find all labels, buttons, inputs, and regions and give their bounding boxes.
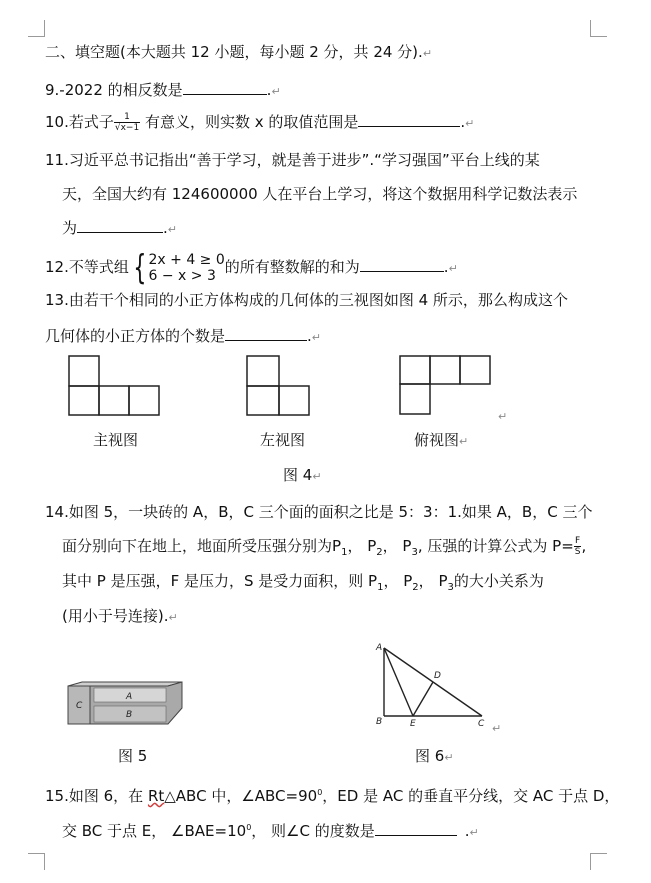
answer-blank[interactable] (225, 326, 307, 341)
figure-6-caption-text: 图 6 (415, 747, 445, 765)
point-e-label: E (410, 719, 416, 729)
paragraph-mark: ↵ (311, 331, 322, 344)
question-14-text-4: (用小于号连接). (62, 607, 169, 625)
question-12-prefix: 12.不等式组 (45, 258, 129, 276)
inequality-2: 6 − x > 3 (148, 267, 216, 284)
question-14-line-1 (45, 502, 592, 522)
corner-mark-top-right (590, 20, 607, 37)
q14-text: ， P (347, 537, 377, 555)
question-9-text: 9.-2022 的相反数是 (45, 81, 183, 99)
question-end: . (266, 81, 272, 99)
face-a-label: A (126, 692, 133, 702)
subscript: 3 (411, 547, 418, 558)
q14-text: ， P (418, 572, 448, 590)
q14-text: 其中 P 是压强，F 是压力，S 是受力面积，则 P (62, 572, 378, 590)
question-end: . (163, 219, 168, 237)
paragraph-mark: ↵ (422, 47, 433, 60)
subscript: 2 (376, 547, 383, 558)
question-13-text-1: 13.由若干个相同的小正方体构成的几何体的三视图如图 4 所示，那么构成这个 (45, 291, 568, 309)
q15-text: ，ED 是 AC 的垂直平分线，交 AC 于点 D， (322, 787, 620, 805)
system-brace: { (133, 247, 147, 288)
figure-4-caption (283, 465, 322, 487)
point-d-label: D (434, 671, 441, 681)
question-12 (45, 247, 458, 288)
answer-blank[interactable] (375, 821, 457, 836)
question-13-line-1 (45, 290, 568, 310)
fraction-numerator: F (575, 536, 581, 546)
question-11-line-1 (45, 150, 540, 170)
subscript: 1 (377, 582, 384, 593)
q15-text: 交 BC 于点 E， ∠BAE=10 (62, 822, 247, 840)
paragraph-mark: ↵ (498, 410, 508, 423)
q14-text: ， P (382, 537, 412, 555)
q14-text: ， P (383, 572, 413, 590)
q15-text: △ABC 中，∠ABC=90 (164, 787, 318, 805)
section-heading-text: 二、填空题(本大题共 12 小题，每小题 2 分，共 24 分). (45, 43, 423, 61)
q14-text: 的大小关系为 (453, 572, 544, 590)
question-15-line-1 (45, 783, 619, 806)
paragraph-mark: ↵ (271, 85, 281, 98)
paragraph-mark: ↵ (312, 470, 322, 483)
figure-4-caption-text: 图 4 (283, 466, 313, 484)
q15-text: 15.如图 6，在 (45, 787, 148, 805)
subscript: 2 (412, 582, 419, 593)
question-11-text-1: 11.习近平总书记指出“善于学习，就是善于进步”.“学习强国”平台上线的某 (45, 151, 540, 169)
question-13-line-2 (45, 326, 321, 348)
question-11-line-2 (62, 184, 577, 204)
fraction-denominator: √x−1 (114, 123, 140, 133)
answer-blank[interactable] (360, 257, 444, 272)
face-b-label: B (126, 710, 133, 720)
question-15-line-2 (62, 818, 479, 843)
question-10 (45, 112, 474, 134)
question-12-suffix: 的所有整数解的和为 (224, 258, 360, 276)
question-11-text-2: 天，全国大约有 124600000 人在平台上学习，将这个数据用科学记数法表示 (62, 185, 578, 203)
answer-blank[interactable] (183, 80, 267, 95)
fraction-one-over-sqrt (114, 112, 140, 133)
degree-superscript: 0 (317, 788, 323, 797)
fraction-numerator: 1 (114, 112, 140, 123)
face-c-label: C (76, 701, 83, 711)
question-13-text-2: 几何体的小正方体的个数是 (45, 327, 226, 345)
fraction-denominator: S (574, 547, 581, 557)
question-end: . (443, 258, 449, 276)
degree-superscript: 0 (246, 823, 252, 832)
figure-4-left-label: 左视图 (260, 431, 306, 449)
figure-4-front-view (68, 355, 162, 417)
inequality-system (149, 252, 225, 284)
subscript: 1 (341, 547, 348, 558)
q14-text: , (581, 537, 587, 555)
point-b-label: B (376, 717, 383, 727)
paragraph-mark: ↵ (167, 223, 178, 236)
paragraph-mark: ↵ (444, 751, 454, 764)
subscript: 3 (447, 582, 454, 593)
paragraph-mark: ↵ (465, 117, 475, 130)
q14-text: , 压强的计算公式为 P= (417, 537, 574, 555)
corner-mark-bottom-left (28, 853, 45, 870)
paragraph-mark: ↵ (448, 262, 458, 275)
answer-blank[interactable] (77, 218, 163, 233)
figure-5-caption: 图 5 (118, 747, 148, 765)
figure-4-top-label (414, 430, 468, 452)
question-10-suffix: 有意义，则实数 x 的取值范围是 (140, 113, 359, 131)
figure-5-brick (66, 680, 184, 728)
figure-6-triangle (372, 640, 502, 730)
figure-4-top-label-text: 俯视图 (414, 431, 460, 449)
question-end: . (307, 327, 312, 345)
question-9 (45, 80, 281, 102)
question-14-line-2 (62, 536, 586, 563)
inequality-1: 2x + 4 ≥ 0 (148, 251, 225, 268)
point-a-label: A (376, 643, 383, 653)
q15-text: ， 则∠C 的度数是 (251, 822, 375, 840)
spellcheck-word: Rt (147, 787, 165, 805)
question-10-prefix: 10.若式子 (45, 113, 114, 131)
figure-6-caption (415, 746, 454, 768)
figure-4-front-label: 主视图 (93, 431, 139, 449)
question-end: . (464, 822, 470, 840)
figure-4-top-view (399, 355, 493, 417)
figure-4-left-view (246, 355, 312, 417)
question-11-line-3 (62, 218, 177, 240)
paragraph-mark: ↵ (459, 435, 469, 448)
section-heading (45, 42, 432, 64)
paragraph-mark: ↵ (168, 611, 178, 624)
question-14-line-4 (62, 606, 178, 628)
answer-blank[interactable] (358, 112, 460, 127)
question-14-text-1: 14.如图 5，一块砖的 A，B，C 三个面的面积之比是 5：3：1.如果 A，B，C 三个 (45, 503, 593, 521)
q14-text: 面分别向下在地上，地面所受压强分别为P (62, 537, 342, 555)
corner-mark-bottom-right (590, 853, 607, 870)
corner-mark-top-left (28, 20, 45, 37)
point-c-label: C (478, 719, 485, 729)
question-end: . (460, 113, 466, 131)
paragraph-mark: ↵ (492, 722, 502, 735)
question-14-line-3 (62, 571, 544, 598)
question-11-text-3: 为 (62, 219, 78, 237)
paragraph-mark: ↵ (469, 826, 479, 839)
